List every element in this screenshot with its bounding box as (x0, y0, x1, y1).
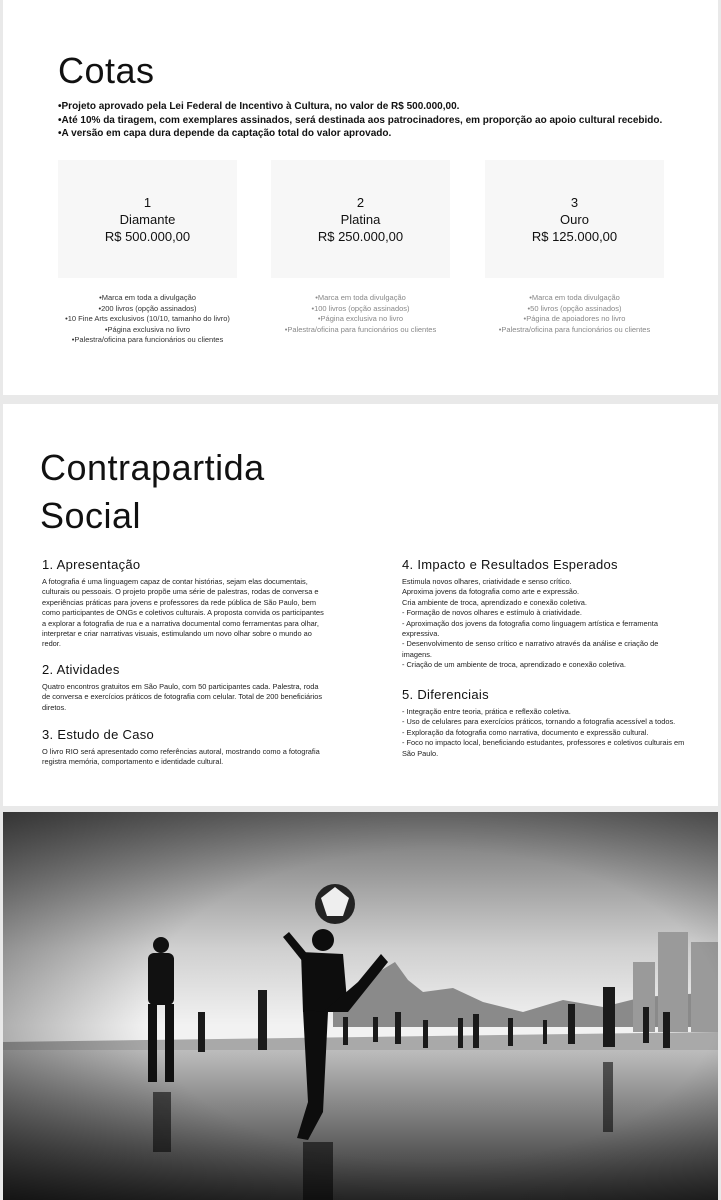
line: - Criação de um ambiente de troca, aprendizado e conexão coletiva. (402, 660, 626, 670)
line: - Formação de novos olhares e estímulo à criatividade. (402, 608, 582, 618)
contrapartida-title-line2: Social (40, 495, 142, 536)
cotas-title: Cotas (58, 50, 155, 91)
section-apresentacao (42, 557, 324, 650)
section-heading: 2. Atividades (42, 662, 120, 677)
cotas-bullet: • Projeto aprovado pela Lei Federal de Incentivo à Cultura, no valor de R$ 500.000,00. (58, 100, 662, 114)
line: - Integração entre teoria, prática e reflexão coletiva. (402, 707, 571, 716)
section-heading: 1. Apresentação (42, 557, 141, 572)
section-text: Quatro encontros gratuitos em São Paulo, com 50 participantes cada. Palestra, roda de conversa e exercícios práticos de fotografia com celular. Total de 200 beneficiários diretos. (42, 682, 323, 712)
section-text: O livro RIO será apresentado como referências autoral, mostrando como a fotografia registra memória, comportamento e identidade cultural. (42, 747, 320, 767)
tier-benefits-diamante (58, 293, 237, 346)
tier-name: Platina (340, 212, 381, 227)
tier-number: 1 (143, 195, 152, 210)
line: - Aproximação dos jovens da fotografia como linguagem artística e ferramenta expressiva. (402, 618, 658, 639)
benefit-item: • Palestra/oficina para funcionários ou clientes (485, 325, 664, 336)
tier-benefits-platina (271, 293, 450, 335)
tier-card-platina (271, 160, 450, 278)
tier-price: R$ 125.000,00 (531, 229, 618, 244)
benefit-item: • 100 livros (opção assinados) (271, 304, 450, 315)
section-heading: 3. Estudo de Caso (42, 727, 155, 742)
tier-card-diamante (58, 160, 237, 278)
benefit-item: • 200 livros (opção assinados) (58, 304, 237, 315)
section-estudo-de-caso (42, 727, 324, 768)
section-diferenciais (402, 687, 685, 759)
section-atividades (42, 662, 324, 713)
section-lines (402, 707, 685, 759)
cotas-page (3, 0, 718, 395)
cotas-bullet-list (58, 100, 662, 141)
benefit-item: • Marca em toda divulgação (485, 293, 664, 304)
tier-card-ouro (485, 160, 664, 278)
section-heading: 4. Impacto e Resultados Esperados (402, 557, 618, 572)
benefit-item: • Página de apoiadores no livro (485, 314, 664, 325)
line: Estimula novos olhares, criatividade e senso crítico. (402, 577, 572, 586)
line: - Uso de celulares para exercícios práticos, tornando a fotografia acessível a todos. (402, 717, 676, 727)
benefit-item: • 10 Fine Arts exclusivos (10/10, tamanho do livro) (58, 314, 237, 325)
line: - Exploração da fotografia como narrativa, documento e expressão cultural. (402, 727, 649, 737)
vignette (3, 812, 718, 1200)
tier-number: 3 (570, 195, 579, 210)
tier-number: 2 (356, 195, 365, 210)
benefit-item: • Palestra/oficina para funcionários ou clientes (271, 325, 450, 336)
line: - Desenvolvimento de senso crítico e narrativo através da análise e criação de imagens. (402, 639, 659, 659)
benefit-item: • Palestra/oficina para funcionários ou clientes (58, 335, 237, 346)
section-impacto (402, 557, 685, 671)
benefit-item: • Página exclusiva no livro (271, 314, 450, 325)
tier-price: R$ 500.000,00 (104, 229, 191, 244)
cotas-bullet: • Até 10% da tiragem, com exemplares assinados, será destinada aos patrocinadores, em proporção ao apoio cultural recebido. (58, 114, 662, 128)
section-lines (402, 577, 685, 671)
benefit-item: • Marca em toda divulgação (271, 293, 450, 304)
contrapartida-title-line1: Contrapartida (40, 447, 265, 488)
section-text: A fotografia é uma linguagem capaz de contar histórias, sejam elas documentais, culturais ou pessoais. O projeto propõe uma série de palestras, rodas de conversa e experiências práticas para jovens e professores da rede pública de São Paulo, bem como participantes de ONGs e coletivos culturais. A proposta convida os participantes a explorar a fotografia de rua e a narrativa documental como ferramentas para olhar, interpretar e criar narrativas visuais, estimulando um novo olhar sobre o mundo ao redor. (42, 577, 324, 649)
benefit-item: • 50 livros (opção assinados) (485, 304, 664, 315)
contrapartida-title (40, 444, 265, 540)
tier-name: Ouro (560, 212, 589, 227)
line: Cria ambiente de troca, aprendizado e conexão coletiva. (402, 597, 587, 607)
beach-football-photo (3, 812, 718, 1200)
section-heading: 5. Diferenciais (402, 687, 489, 702)
tier-benefits-ouro (485, 293, 664, 335)
tier-price: R$ 250.000,00 (317, 229, 404, 244)
tier-name: Diamante (119, 212, 176, 227)
line: Aproxima jovens da fotografia como arte e expressão. (402, 587, 580, 597)
cotas-bullet: • A versão em capa dura depende da captação total do valor aprovado. (58, 127, 662, 141)
benefit-item: • Página exclusiva no livro (58, 325, 237, 336)
line: - Foco no impacto local, beneficiando estudantes, professores e coletivos culturais em São Paulo. (402, 738, 685, 758)
benefit-item: • Marca em toda a divulgação (58, 293, 237, 304)
beach-photo-page (3, 812, 718, 1200)
